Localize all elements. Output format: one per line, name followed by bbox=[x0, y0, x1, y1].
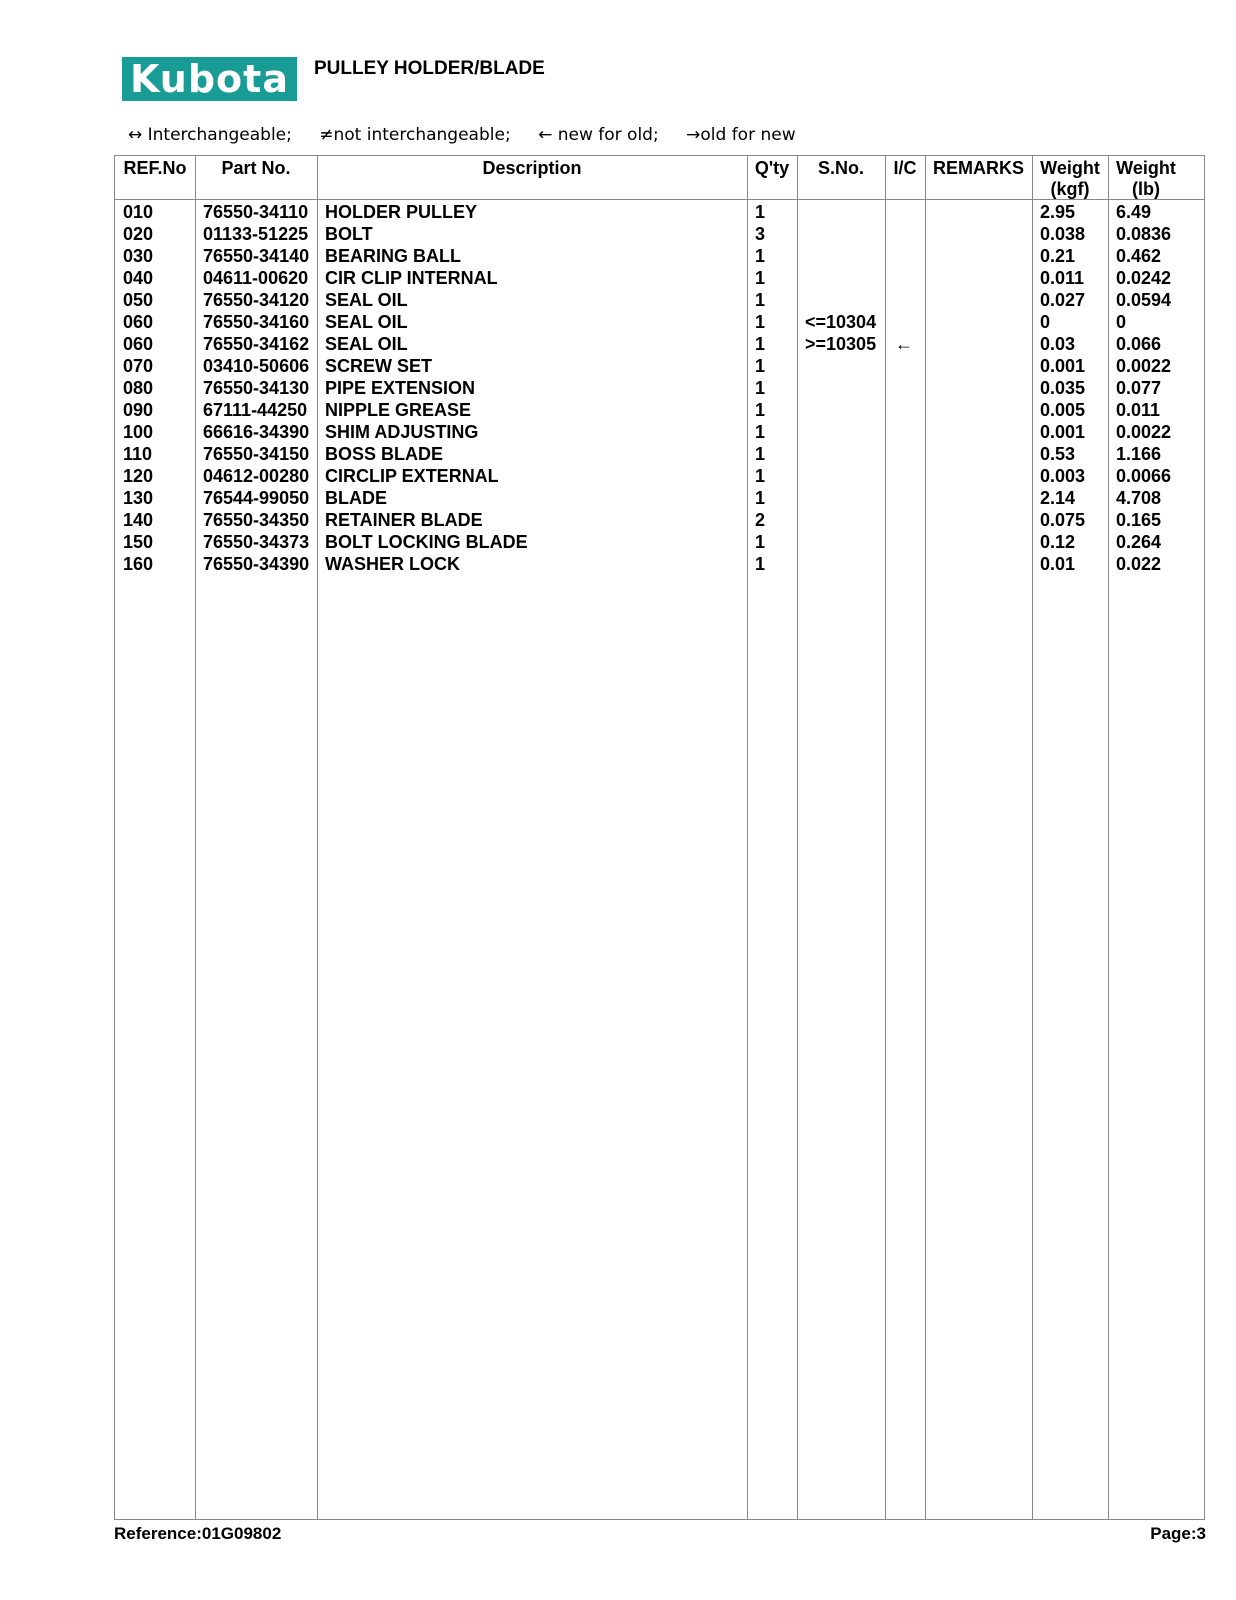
table-row bbox=[115, 201, 1204, 223]
cell-ref-no: 030 bbox=[123, 246, 154, 266]
cell-part-no: 04612-00280 bbox=[203, 466, 310, 486]
cell-quantity: 1 bbox=[755, 466, 766, 486]
cell-part-no: 04611-00620 bbox=[203, 268, 309, 288]
header-weight-kgf-line1: Weight bbox=[1040, 158, 1100, 178]
cell-quantity: 1 bbox=[755, 554, 766, 574]
cell-part-no: 76550-34390 bbox=[203, 554, 310, 574]
cell-quantity: 1 bbox=[755, 268, 766, 288]
reference-number: Reference:01G09802 bbox=[114, 1524, 282, 1543]
cell-quantity: 1 bbox=[755, 246, 766, 266]
cell-ref-no: 160 bbox=[123, 554, 154, 574]
cell-quantity: 1 bbox=[755, 488, 766, 508]
table-row bbox=[115, 289, 1204, 311]
cell-weight-kgf: 0.011 bbox=[1040, 268, 1085, 288]
cell-ic: ← bbox=[895, 334, 913, 354]
cell-weight-lb: 0.264 bbox=[1116, 532, 1162, 552]
cell-weight-kgf: 0.038 bbox=[1040, 224, 1086, 244]
legend-new-for-old: ← new for old; bbox=[538, 125, 659, 145]
cell-ref-no: 070 bbox=[123, 356, 154, 376]
cell-part-no: 03410-50606 bbox=[203, 356, 310, 376]
cell-ref-no: 100 bbox=[123, 422, 154, 442]
cell-weight-lb: 6.49 bbox=[1116, 202, 1152, 222]
cell-quantity: 2 bbox=[755, 510, 766, 530]
interchangeability-legend bbox=[128, 125, 818, 145]
cell-ref-no: 060 bbox=[123, 312, 154, 332]
kubota-logo: Kubota bbox=[122, 57, 297, 101]
cell-weight-kgf: 0.075 bbox=[1040, 510, 1086, 530]
cell-description: BLADE bbox=[325, 488, 387, 508]
cell-weight-kgf: 0.005 bbox=[1040, 400, 1086, 420]
cell-description: BOSS BLADE bbox=[325, 444, 444, 464]
cell-weight-kgf: 0.01 bbox=[1040, 554, 1076, 574]
cell-weight-lb: 0.462 bbox=[1116, 246, 1162, 266]
cell-weight-kgf: 0 bbox=[1040, 312, 1051, 332]
cell-weight-kgf: 0.21 bbox=[1040, 246, 1076, 266]
cell-weight-lb: 0.0022 bbox=[1116, 422, 1172, 442]
cell-ref-no: 090 bbox=[123, 400, 154, 420]
cell-part-no: 76550-34110 bbox=[203, 202, 309, 222]
cell-quantity: 1 bbox=[755, 422, 766, 442]
cell-part-no: 76550-34160 bbox=[203, 312, 310, 332]
cell-part-no: 67111-44250 bbox=[203, 400, 308, 420]
table-row bbox=[115, 267, 1204, 289]
cell-ref-no: 010 bbox=[123, 202, 154, 222]
cell-part-no: 01133-51225 bbox=[203, 224, 309, 244]
cell-weight-kgf: 0.03 bbox=[1040, 334, 1076, 354]
cell-description: CIRCLIP EXTERNAL bbox=[325, 466, 499, 486]
legend-interchangeable: ↔ Interchangeable; bbox=[128, 125, 292, 145]
cell-description: SHIM ADJUSTING bbox=[325, 422, 479, 442]
table-row bbox=[115, 377, 1204, 399]
cell-weight-lb: 0.165 bbox=[1116, 510, 1162, 530]
table-row bbox=[115, 311, 1204, 333]
header-weight-kgf bbox=[1032, 156, 1108, 200]
cell-weight-lb: 0.0594 bbox=[1116, 290, 1172, 310]
header-remarks: REMARKS bbox=[932, 158, 1024, 178]
cell-weight-lb: 0.022 bbox=[1116, 554, 1162, 574]
header-description: Description bbox=[482, 158, 582, 178]
cell-weight-kgf: 0.12 bbox=[1040, 532, 1076, 552]
cell-weight-lb: 0.0066 bbox=[1116, 466, 1172, 486]
cell-part-no: 66616-34390 bbox=[203, 422, 310, 442]
cell-description: RETAINER BLADE bbox=[325, 510, 483, 530]
table-row bbox=[115, 443, 1204, 465]
cell-weight-lb: 0.066 bbox=[1116, 334, 1162, 354]
cell-weight-lb: 0.011 bbox=[1116, 400, 1161, 420]
cell-quantity: 1 bbox=[755, 312, 766, 332]
cell-ref-no: 040 bbox=[123, 268, 154, 288]
cell-weight-kgf: 0.003 bbox=[1040, 466, 1086, 486]
cell-description: BOLT LOCKING BLADE bbox=[325, 532, 528, 552]
cell-part-no: 76550-34350 bbox=[203, 510, 310, 530]
header-ic: I/C bbox=[893, 158, 917, 178]
header-weight-lb bbox=[1108, 156, 1184, 200]
cell-weight-lb: 0.0022 bbox=[1116, 356, 1172, 376]
cell-quantity: 1 bbox=[755, 378, 766, 398]
table-row bbox=[115, 333, 1204, 355]
cell-description: SEAL OIL bbox=[325, 290, 408, 310]
table-row bbox=[115, 465, 1204, 487]
table-row bbox=[115, 531, 1204, 553]
cell-description: BEARING BALL bbox=[325, 246, 461, 266]
cell-ref-no: 060 bbox=[123, 334, 154, 354]
cell-quantity: 1 bbox=[755, 334, 766, 354]
cell-serial-no: >=10305 bbox=[805, 334, 877, 354]
cell-weight-kgf: 2.14 bbox=[1040, 488, 1076, 508]
cell-weight-lb: 0 bbox=[1116, 312, 1127, 332]
page-number: Page:3 bbox=[1150, 1524, 1206, 1543]
cell-part-no: 76550-34130 bbox=[203, 378, 310, 398]
table-row bbox=[115, 355, 1204, 377]
cell-description: BOLT bbox=[325, 224, 373, 244]
cell-quantity: 1 bbox=[755, 532, 766, 552]
table-row bbox=[115, 421, 1204, 443]
cell-weight-lb: 4.708 bbox=[1116, 488, 1162, 508]
header-weight-kgf-line2: (kgf) bbox=[1050, 179, 1090, 199]
cell-weight-kgf: 0.53 bbox=[1040, 444, 1076, 464]
cell-part-no: 76550-34150 bbox=[203, 444, 310, 464]
table-row bbox=[115, 399, 1204, 421]
cell-ref-no: 120 bbox=[123, 466, 154, 486]
cell-description: CIR CLIP INTERNAL bbox=[325, 268, 498, 288]
cell-ref-no: 150 bbox=[123, 532, 154, 552]
cell-weight-kgf: 0.027 bbox=[1040, 290, 1086, 310]
cell-part-no: 76550-34373 bbox=[203, 532, 310, 552]
cell-quantity: 1 bbox=[755, 356, 766, 376]
cell-quantity: 1 bbox=[755, 290, 766, 310]
cell-description: WASHER LOCK bbox=[325, 554, 460, 574]
cell-quantity: 1 bbox=[755, 444, 766, 464]
cell-ref-no: 080 bbox=[123, 378, 154, 398]
header-ref-no: REF.No bbox=[123, 158, 187, 178]
cell-ref-no: 020 bbox=[123, 224, 154, 244]
legend-old-for-new: →old for new bbox=[686, 125, 796, 145]
cell-description: NIPPLE GREASE bbox=[325, 400, 472, 420]
cell-part-no: 76550-34120 bbox=[203, 290, 310, 310]
cell-weight-kgf: 0.001 bbox=[1040, 356, 1086, 376]
header-weight-lb-line1: Weight bbox=[1116, 158, 1176, 178]
cell-ref-no: 140 bbox=[123, 510, 154, 530]
cell-weight-lb: 0.077 bbox=[1116, 378, 1162, 398]
table-row bbox=[115, 245, 1204, 267]
cell-quantity: 1 bbox=[755, 400, 766, 420]
cell-weight-kgf: 0.001 bbox=[1040, 422, 1086, 442]
cell-quantity: 1 bbox=[755, 202, 766, 222]
cell-weight-kgf: 0.035 bbox=[1040, 378, 1086, 398]
table-row bbox=[115, 487, 1204, 509]
cell-description: SEAL OIL bbox=[325, 334, 408, 354]
cell-weight-lb: 0.0836 bbox=[1116, 224, 1172, 244]
page-title: PULLEY HOLDER/BLADE bbox=[314, 58, 545, 79]
parts-table bbox=[114, 155, 1205, 1520]
cell-weight-lb: 0.0242 bbox=[1116, 268, 1172, 288]
cell-description: PIPE EXTENSION bbox=[325, 378, 476, 398]
cell-weight-kgf: 2.95 bbox=[1040, 202, 1076, 222]
cell-part-no: 76544-99050 bbox=[203, 488, 310, 508]
header-part-no: Part No. bbox=[221, 158, 291, 178]
table-row bbox=[115, 553, 1204, 575]
header-weight-lb-line2: (lb) bbox=[1132, 179, 1160, 199]
header-serial-no: S.No. bbox=[817, 158, 864, 178]
cell-part-no: 76550-34162 bbox=[203, 334, 310, 354]
cell-quantity: 3 bbox=[755, 224, 766, 244]
table-row bbox=[115, 509, 1204, 531]
legend-not-interchangeable: ≠not interchangeable; bbox=[319, 125, 511, 145]
header-quantity: Q'ty bbox=[754, 158, 790, 178]
cell-serial-no: <=10304 bbox=[805, 312, 877, 332]
cell-ref-no: 050 bbox=[123, 290, 154, 310]
table-row bbox=[115, 223, 1204, 245]
cell-ref-no: 110 bbox=[123, 444, 153, 464]
cell-weight-lb: 1.166 bbox=[1116, 444, 1162, 464]
cell-ref-no: 130 bbox=[123, 488, 154, 508]
cell-description: HOLDER PULLEY bbox=[325, 202, 478, 222]
cell-part-no: 76550-34140 bbox=[203, 246, 310, 266]
cell-description: SCREW SET bbox=[325, 356, 433, 376]
cell-description: SEAL OIL bbox=[325, 312, 408, 332]
